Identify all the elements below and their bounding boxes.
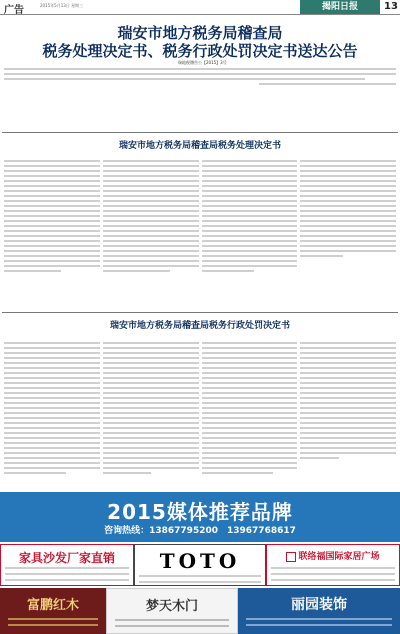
text-column (103, 342, 199, 477)
ad-home-furniture[interactable] (0, 544, 134, 586)
media-banner (0, 492, 400, 542)
ad-title: 梦天木门 (145, 599, 198, 614)
announcement-id: 瑞地税稽告公【2015】3号 (178, 60, 227, 65)
decision-body (4, 160, 396, 275)
section-label: 广告 (4, 5, 24, 16)
ad-title: 富鹏红木 (26, 598, 79, 613)
text-column (300, 160, 396, 275)
issue-info: 2015年5月13日 星期三 (40, 3, 84, 8)
ad-title: 联络福国际家居广场 (298, 552, 380, 562)
page-number: 13 (384, 1, 398, 12)
ad-door[interactable] (106, 588, 238, 634)
ad-decoration[interactable] (238, 588, 400, 634)
ad-title: 家具沙发厂家直销 (18, 551, 115, 565)
ad-title: 丽园装饰 (291, 597, 347, 613)
newspaper-brand: 揭阳日报 (300, 0, 380, 14)
announcement-subtitle: 税务处理决定书、税务行政处罚决定书送达公告 (42, 42, 358, 60)
text-column (300, 342, 396, 477)
announcement-body (4, 68, 396, 118)
text-line (4, 73, 396, 75)
ad-alliance-home[interactable] (266, 544, 400, 586)
ad-title: TOTO (159, 549, 241, 573)
text-column (202, 342, 298, 477)
text-column (4, 342, 100, 477)
divider (2, 132, 398, 133)
ad-toto[interactable] (134, 544, 266, 586)
banner-title: 2015媒体推荐品牌 (107, 500, 293, 524)
section-title-penalty: 瑞安市地方税务局稽查局税务行政处罚决定书 (109, 321, 290, 331)
text-column (202, 160, 298, 275)
section-title-decision: 瑞安市地方税务局稽查局税务处理决定书 (118, 141, 281, 151)
text-column (103, 160, 199, 275)
text-column (4, 160, 100, 275)
text-line (4, 78, 365, 80)
ad-redwood[interactable] (0, 588, 106, 634)
logo-icon (286, 552, 296, 562)
divider (2, 312, 398, 313)
banner-phone: 咨询热线：13867795200 13967768617 (104, 526, 296, 536)
penalty-body (4, 342, 396, 477)
announcement-title: 瑞安市地方税务局稽查局 (117, 24, 283, 42)
page-header (0, 0, 400, 15)
text-line (259, 83, 396, 85)
text-line (4, 68, 396, 70)
